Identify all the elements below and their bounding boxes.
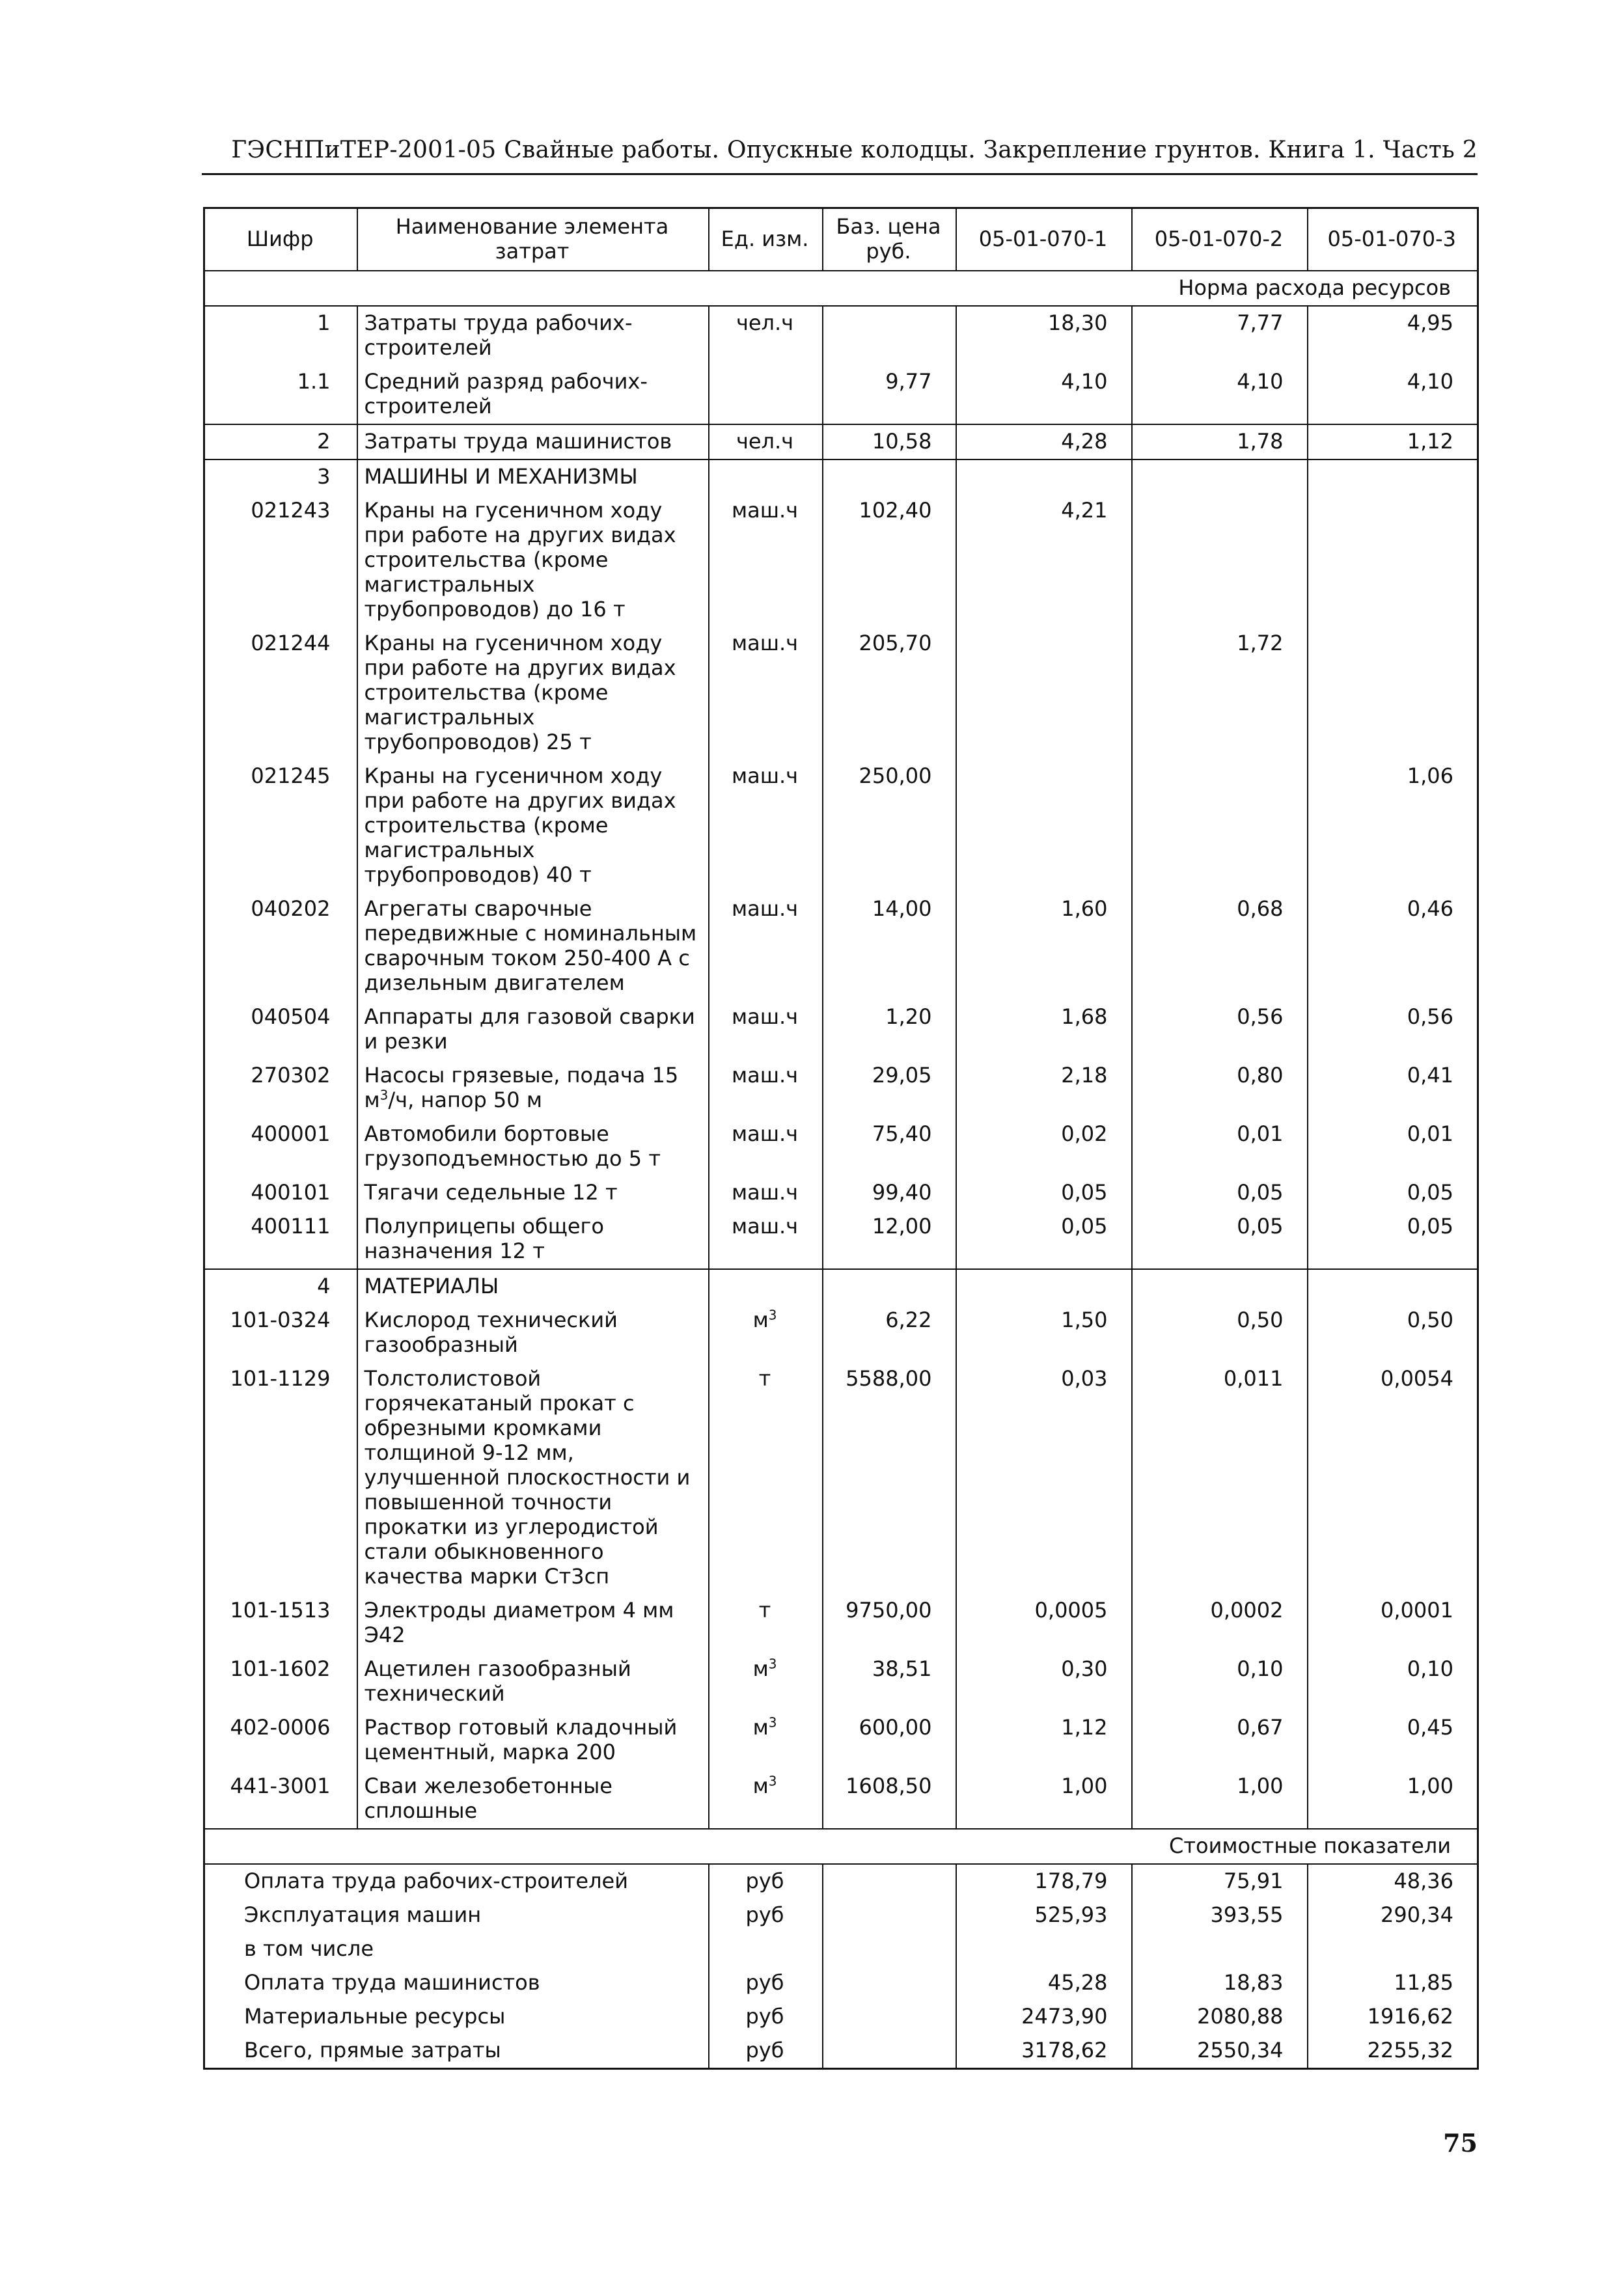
unit-superscript: 3 — [768, 1307, 777, 1323]
cost-unit: руб — [709, 2000, 823, 2034]
row-value-1: 18,30 — [956, 306, 1132, 365]
cost-value-3: 11,85 — [1308, 1966, 1478, 2000]
cost-row — [204, 2034, 1478, 2069]
row-unit — [709, 1304, 823, 1362]
row-value-1 — [956, 760, 1132, 892]
labor-row — [204, 365, 1478, 424]
cost-name: Всего, прямые затраты — [204, 2034, 709, 2069]
row-unit — [709, 1652, 823, 1711]
cost-row — [204, 1864, 1478, 1898]
machine-row — [204, 627, 1478, 760]
row-value-3: 0,05 — [1308, 1176, 1478, 1210]
unit-superscript: 3 — [768, 1714, 777, 1731]
unit-base: м — [752, 1308, 769, 1332]
row-unit: маш.ч — [709, 627, 823, 760]
row-value-1: 1,00 — [956, 1770, 1132, 1829]
machines-section-row — [204, 459, 1478, 494]
row-name: Раствор готовый кладочный цементный, марка 200 — [357, 1711, 709, 1770]
row-code: 270302 — [204, 1059, 357, 1117]
row-value-2: 0,10 — [1132, 1652, 1308, 1711]
materials-section-row — [204, 1269, 1478, 1304]
row-value-3: 1,06 — [1308, 760, 1478, 892]
row-value-3: 0,0001 — [1308, 1594, 1478, 1652]
unit-base: м — [752, 1774, 769, 1798]
row-unit: маш.ч — [709, 1176, 823, 1210]
resource-table — [203, 207, 1479, 2070]
cost-value-1: 45,28 — [956, 1966, 1132, 2000]
col-header-c2: 05-01-070-2 — [1132, 208, 1308, 271]
row-price: 14,00 — [823, 892, 956, 1000]
cost-value-3: 290,34 — [1308, 1898, 1478, 1932]
row-code: 040202 — [204, 892, 357, 1000]
material-row — [204, 1711, 1478, 1770]
row-price — [823, 306, 956, 365]
row-value-1 — [956, 627, 1132, 760]
row-value-2 — [1132, 760, 1308, 892]
row-value-1: 1,50 — [956, 1304, 1132, 1362]
operators-row — [204, 424, 1478, 459]
row-price: 205,70 — [823, 627, 956, 760]
row-unit: маш.ч — [709, 1117, 823, 1176]
machine-row — [204, 1210, 1478, 1269]
cost-value-1: 178,79 — [956, 1864, 1132, 1898]
empty-cell — [823, 1864, 956, 1898]
row-value-2 — [1132, 494, 1308, 627]
empty-cell — [709, 459, 823, 494]
row-value-2: 0,0002 — [1132, 1594, 1308, 1652]
cost-value-3: 2255,32 — [1308, 2034, 1478, 2069]
cost-value-3 — [1308, 1932, 1478, 1966]
row-value-2: 0,05 — [1132, 1210, 1308, 1269]
row-unit — [709, 1770, 823, 1829]
row-value-2: 0,68 — [1132, 892, 1308, 1000]
row-name — [357, 1059, 709, 1117]
row-price: 250,00 — [823, 760, 956, 892]
cost-name: в том числе — [204, 1932, 709, 1966]
row-unit — [709, 365, 823, 424]
row-price: 9750,00 — [823, 1594, 956, 1652]
row-price: 75,40 — [823, 1117, 956, 1176]
row-price: 1608,50 — [823, 1770, 956, 1829]
row-value-3: 1,12 — [1308, 424, 1478, 459]
section-title: МАТЕРИАЛЫ — [357, 1269, 709, 1304]
cost-name: Оплата труда машинистов — [204, 1966, 709, 2000]
labor-row — [204, 306, 1478, 365]
row-value-1: 4,10 — [956, 365, 1132, 424]
row-name: Краны на гусеничном ходу при работе на других видах строительства (кроме магистральных трубопроводов) 25 т — [357, 627, 709, 760]
col-header-c3: 05-01-070-3 — [1308, 208, 1478, 271]
unit-base: м — [752, 1656, 769, 1681]
row-value-3: 0,41 — [1308, 1059, 1478, 1117]
row-code: 021245 — [204, 760, 357, 892]
row-value-2: 0,56 — [1132, 1000, 1308, 1059]
row-price: 1,20 — [823, 1000, 956, 1059]
row-name: Электроды диаметром 4 мм Э42 — [357, 1594, 709, 1652]
row-price: 102,40 — [823, 494, 956, 627]
table-body — [204, 271, 1478, 2069]
row-unit — [709, 1594, 823, 1652]
row-name: Толстолистовой горячекатаный прокат с обрезными кромками толщиной 9-12 мм, улучшенной плоскостности и повышенной точности прокатки из углеродистой стали обыкновенного качества марки Ст3сп — [357, 1362, 709, 1594]
row-value-1: 1,12 — [956, 1711, 1132, 1770]
row-value-3 — [1308, 627, 1478, 760]
empty-cell — [823, 1269, 956, 1304]
row-name: Затраты труда рабочих-строителей — [357, 306, 709, 365]
row-code: 1 — [204, 306, 357, 365]
section-title: МАШИНЫ И МЕХАНИЗМЫ — [357, 459, 709, 494]
material-row — [204, 1652, 1478, 1711]
row-value-2: 1,72 — [1132, 627, 1308, 760]
row-code: 402-0006 — [204, 1711, 357, 1770]
cost-unit: руб — [709, 1898, 823, 1932]
row-code: 101-1602 — [204, 1652, 357, 1711]
cost-value-2 — [1132, 1932, 1308, 1966]
cost-value-2: 75,91 — [1132, 1864, 1308, 1898]
row-unit: маш.ч — [709, 1210, 823, 1269]
row-value-3: 0,56 — [1308, 1000, 1478, 1059]
row-name: Аппараты для газовой сварки и резки — [357, 1000, 709, 1059]
col-header-name: Наименование элемента затрат — [357, 208, 709, 271]
row-name: Агрегаты сварочные передвижные с номинальным сварочным током 250-400 А с дизельным двигателем — [357, 892, 709, 1000]
row-value-2: 7,77 — [1132, 306, 1308, 365]
row-name: Автомобили бортовые грузоподъемностью до 5 т — [357, 1117, 709, 1176]
row-value-1: 2,18 — [956, 1059, 1132, 1117]
row-value-1: 4,21 — [956, 494, 1132, 627]
col-header-c1: 05-01-070-1 — [956, 208, 1132, 271]
machine-row — [204, 1000, 1478, 1059]
empty-cell — [1132, 1269, 1308, 1304]
row-price: 5588,00 — [823, 1362, 956, 1594]
row-unit — [709, 1362, 823, 1594]
cost-name: Оплата труда рабочих-строителей — [204, 1864, 709, 1898]
cost-value-2: 2080,88 — [1132, 2000, 1308, 2034]
row-price: 6,22 — [823, 1304, 956, 1362]
cost-label: Стоимостные показатели — [204, 1829, 1478, 1864]
row-name: Средний разряд рабочих-строителей — [357, 365, 709, 424]
row-value-1: 0,02 — [956, 1117, 1132, 1176]
row-value-2: 0,05 — [1132, 1176, 1308, 1210]
row-price: 10,58 — [823, 424, 956, 459]
norm-label-row — [204, 271, 1478, 306]
cost-value-1: 525,93 — [956, 1898, 1132, 1932]
row-unit: маш.ч — [709, 494, 823, 627]
row-price: 29,05 — [823, 1059, 956, 1117]
empty-cell — [1132, 459, 1308, 494]
empty-cell — [956, 1269, 1132, 1304]
row-name: Сваи железобетонные сплошные — [357, 1770, 709, 1829]
row-name: Тягачи седельные 12 т — [357, 1176, 709, 1210]
row-value-3: 0,0054 — [1308, 1362, 1478, 1594]
empty-cell — [823, 2000, 956, 2034]
row-code: 400001 — [204, 1117, 357, 1176]
row-value-3: 0,45 — [1308, 1711, 1478, 1770]
machine-row — [204, 760, 1478, 892]
empty-cell — [1308, 1269, 1478, 1304]
row-code: 021243 — [204, 494, 357, 627]
cost-row — [204, 1932, 1478, 1966]
empty-cell — [823, 2034, 956, 2069]
cost-value-1 — [956, 1932, 1132, 1966]
row-code: 021244 — [204, 627, 357, 760]
row-code: 1.1 — [204, 365, 357, 424]
material-row — [204, 1362, 1478, 1594]
cost-row — [204, 1898, 1478, 1932]
row-value-2: 0,67 — [1132, 1711, 1308, 1770]
row-name: Кислород технический газообразный — [357, 1304, 709, 1362]
section-code: 3 — [204, 459, 357, 494]
row-code: 441-3001 — [204, 1770, 357, 1829]
row-value-1: 0,05 — [956, 1210, 1132, 1269]
row-value-1: 1,60 — [956, 892, 1132, 1000]
row-unit: маш.ч — [709, 892, 823, 1000]
empty-cell — [823, 459, 956, 494]
material-row — [204, 1304, 1478, 1362]
row-unit: маш.ч — [709, 1000, 823, 1059]
superscript: 3 — [379, 1087, 389, 1103]
row-value-2: 0,80 — [1132, 1059, 1308, 1117]
row-unit: маш.ч — [709, 1059, 823, 1117]
row-value-2: 0,011 — [1132, 1362, 1308, 1594]
row-code: 040504 — [204, 1000, 357, 1059]
row-value-3: 4,10 — [1308, 365, 1478, 424]
row-price: 38,51 — [823, 1652, 956, 1711]
row-code: 2 — [204, 424, 357, 459]
cost-unit — [709, 1932, 823, 1966]
material-row — [204, 1770, 1478, 1829]
row-code: 101-1513 — [204, 1594, 357, 1652]
row-code: 101-1129 — [204, 1362, 357, 1594]
row-unit: чел.ч — [709, 306, 823, 365]
cost-value-3: 48,36 — [1308, 1864, 1478, 1898]
row-name: Краны на гусеничном ходу при работе на других видах строительства (кроме магистральных трубопроводов) до 16 т — [357, 494, 709, 627]
cost-value-2: 393,55 — [1132, 1898, 1308, 1932]
row-name: Ацетилен газообразный технический — [357, 1652, 709, 1711]
cost-value-1: 3178,62 — [956, 2034, 1132, 2069]
material-row — [204, 1594, 1478, 1652]
row-name: Затраты труда машинистов — [357, 424, 709, 459]
row-unit: маш.ч — [709, 760, 823, 892]
row-value-1: 0,0005 — [956, 1594, 1132, 1652]
row-value-1: 4,28 — [956, 424, 1132, 459]
row-price: 600,00 — [823, 1711, 956, 1770]
cost-unit: руб — [709, 2034, 823, 2069]
cost-unit: руб — [709, 1864, 823, 1898]
row-value-3: 4,95 — [1308, 306, 1478, 365]
row-unit — [709, 1711, 823, 1770]
cost-value-2: 18,83 — [1132, 1966, 1308, 2000]
machine-row — [204, 494, 1478, 627]
row-value-3 — [1308, 494, 1478, 627]
row-price: 12,00 — [823, 1210, 956, 1269]
row-value-1: 0,03 — [956, 1362, 1132, 1594]
row-value-1: 1,68 — [956, 1000, 1132, 1059]
empty-cell — [823, 1898, 956, 1932]
page-header: ГЭСНПиТЕР-2001-05 Свайные работы. Опускные колодцы. Закрепление грунтов. Книга 1. Часть 2 — [231, 137, 1478, 163]
machine-row — [204, 1059, 1478, 1117]
row-price: 99,40 — [823, 1176, 956, 1210]
section-code: 4 — [204, 1269, 357, 1304]
row-unit: чел.ч — [709, 424, 823, 459]
unit-superscript: 3 — [768, 1773, 777, 1789]
row-value-3: 0,50 — [1308, 1304, 1478, 1362]
col-header-unit: Ед. изм. — [709, 208, 823, 271]
row-value-2: 1,00 — [1132, 1770, 1308, 1829]
row-value-2: 4,10 — [1132, 365, 1308, 424]
unit-base: т — [758, 1598, 771, 1623]
row-name: Краны на гусеничном ходу при работе на других видах строительства (кроме магистральных трубопроводов) 40 т — [357, 760, 709, 892]
cost-value-1: 2473,90 — [956, 2000, 1132, 2034]
row-value-2: 1,78 — [1132, 424, 1308, 459]
name-part: Насосы грязевые, подача 15 м — [364, 1063, 679, 1112]
row-value-3: 0,46 — [1308, 892, 1478, 1000]
cost-name: Эксплуатация машин — [204, 1898, 709, 1932]
table-header-row — [204, 208, 1478, 271]
machine-row — [204, 1117, 1478, 1176]
row-code: 400101 — [204, 1176, 357, 1210]
row-value-3: 1,00 — [1308, 1770, 1478, 1829]
cost-unit: руб — [709, 1966, 823, 2000]
row-price: 9,77 — [823, 365, 956, 424]
row-value-3: 0,05 — [1308, 1210, 1478, 1269]
row-value-3: 0,10 — [1308, 1652, 1478, 1711]
empty-cell — [823, 1932, 956, 1966]
unit-superscript: 3 — [768, 1656, 777, 1672]
row-value-2: 0,01 — [1132, 1117, 1308, 1176]
empty-cell — [1308, 459, 1478, 494]
col-header-code: Шифр — [204, 208, 357, 271]
col-header-price: Баз. цена руб. — [823, 208, 956, 271]
machine-row — [204, 1176, 1478, 1210]
row-value-1: 0,05 — [956, 1176, 1132, 1210]
norm-label: Норма расхода ресурсов — [204, 271, 1478, 306]
row-name: Полуприцепы общего назначения 12 т — [357, 1210, 709, 1269]
empty-cell — [956, 459, 1132, 494]
cost-row — [204, 1966, 1478, 2000]
row-value-1: 0,30 — [956, 1652, 1132, 1711]
unit-base: м — [752, 1715, 769, 1740]
row-code: 400111 — [204, 1210, 357, 1269]
cost-row — [204, 2000, 1478, 2034]
cost-value-3: 1916,62 — [1308, 2000, 1478, 2034]
header-rule — [202, 173, 1478, 175]
row-code: 101-0324 — [204, 1304, 357, 1362]
cost-value-2: 2550,34 — [1132, 2034, 1308, 2069]
name-part: /ч, напор 50 м — [388, 1088, 542, 1112]
empty-cell — [709, 1269, 823, 1304]
page-number: 75 — [1443, 2128, 1478, 2158]
empty-cell — [823, 1966, 956, 2000]
unit-base: т — [758, 1366, 771, 1391]
machine-row — [204, 892, 1478, 1000]
row-value-2: 0,50 — [1132, 1304, 1308, 1362]
row-value-3: 0,01 — [1308, 1117, 1478, 1176]
cost-name: Материальные ресурсы — [204, 2000, 709, 2034]
cost-label-row — [204, 1829, 1478, 1864]
